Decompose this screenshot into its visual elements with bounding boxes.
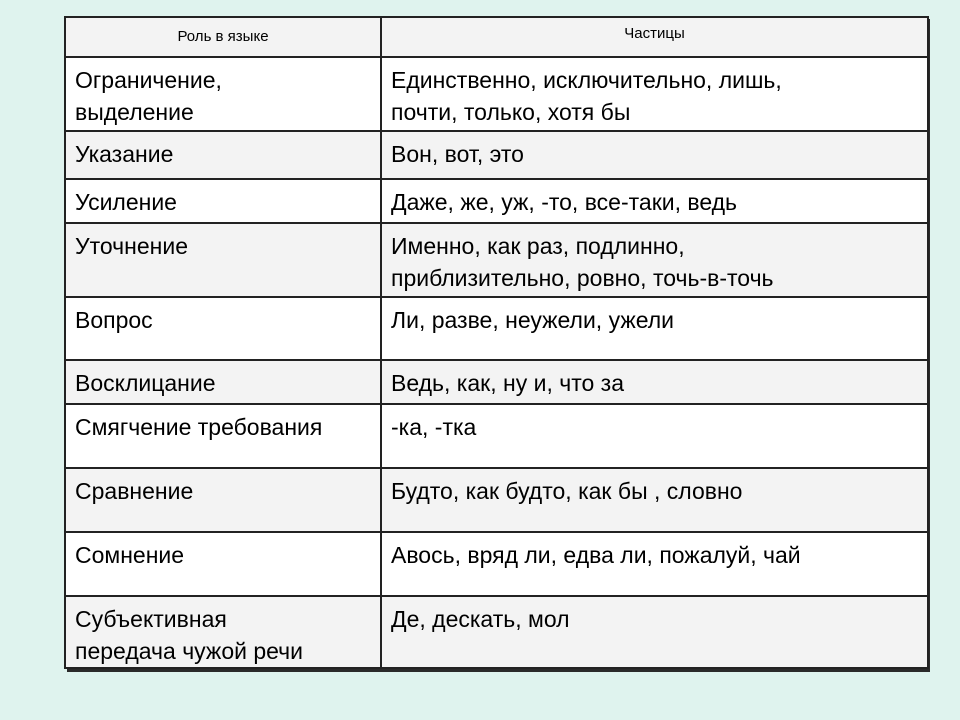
- particles-text: Вон, вот, это: [391, 141, 524, 167]
- role-text: Указание: [75, 141, 174, 167]
- role-text: Сомнение: [75, 542, 185, 568]
- role-text: Вопрос: [75, 307, 153, 333]
- table-row: [65, 297, 928, 360]
- table-row: [65, 532, 928, 596]
- role-cell: [65, 223, 381, 297]
- particles-text: Де, дескать, мол: [391, 606, 570, 632]
- particles-cell: [381, 223, 928, 297]
- particles-text: -ка, -тка: [391, 414, 477, 440]
- particles-cell: [381, 57, 928, 131]
- column-header-particles-label: Частицы: [624, 25, 685, 42]
- particles-cell: [381, 360, 928, 404]
- particles-table: [64, 16, 929, 669]
- role-cell: [65, 57, 381, 131]
- particles-text: Авось, вряд ли, едва ли, пожалуй, чай: [391, 542, 801, 568]
- particles-cell: [381, 297, 928, 360]
- role-text: передача чужой речи: [75, 638, 304, 664]
- particles-cell: [381, 596, 928, 668]
- particles-text: Ли, разве, неужели, ужели: [391, 307, 675, 333]
- table-row: [65, 179, 928, 223]
- table-row: [65, 223, 928, 297]
- table-row: [65, 404, 928, 468]
- particles-text: Единственно, исключительно, лишь,: [391, 67, 782, 93]
- table-header-row: [65, 17, 928, 57]
- column-header-role: [65, 17, 381, 57]
- role-text: выделение: [75, 99, 194, 125]
- role-text: Уточнение: [75, 233, 188, 259]
- table-row: [65, 468, 928, 532]
- column-header-particles: [381, 17, 928, 57]
- table-row: [65, 57, 928, 131]
- particles-text: почти, только, хотя бы: [391, 99, 631, 125]
- role-cell: [65, 179, 381, 223]
- role-text: Смягчение требования: [75, 414, 323, 440]
- role-cell: [65, 360, 381, 404]
- role-text: Субъективная: [75, 606, 227, 632]
- table-row: [65, 360, 928, 404]
- particles-text: Ведь, как, ну и, что за: [391, 370, 625, 396]
- particles-cell: [381, 404, 928, 468]
- particles-cell: [381, 179, 928, 223]
- role-cell: [65, 131, 381, 179]
- particles-text: Именно, как раз, подлинно,: [391, 233, 685, 259]
- role-cell: [65, 468, 381, 532]
- role-text: Сравнение: [75, 478, 194, 504]
- table-row: [65, 131, 928, 179]
- particles-cell: [381, 131, 928, 179]
- particles-text: приблизительно, ровно, точь-в-точь: [391, 265, 774, 291]
- role-cell: [65, 532, 381, 596]
- particles-text: Даже, же, уж, -то, все-таки, ведь: [391, 189, 738, 215]
- particles-cell: [381, 532, 928, 596]
- role-cell: [65, 297, 381, 360]
- role-text: Усиление: [75, 189, 177, 215]
- role-text: Восклицание: [75, 370, 216, 396]
- particles-text: Будто, как будто, как бы , словно: [391, 478, 743, 504]
- table-row: [65, 596, 928, 668]
- role-cell: [65, 404, 381, 468]
- particles-cell: [381, 468, 928, 532]
- particles-table-container: [64, 16, 927, 669]
- role-cell: [65, 596, 381, 668]
- column-header-role-label: Роль в языке: [177, 28, 269, 45]
- role-text: Ограничение,: [75, 67, 222, 93]
